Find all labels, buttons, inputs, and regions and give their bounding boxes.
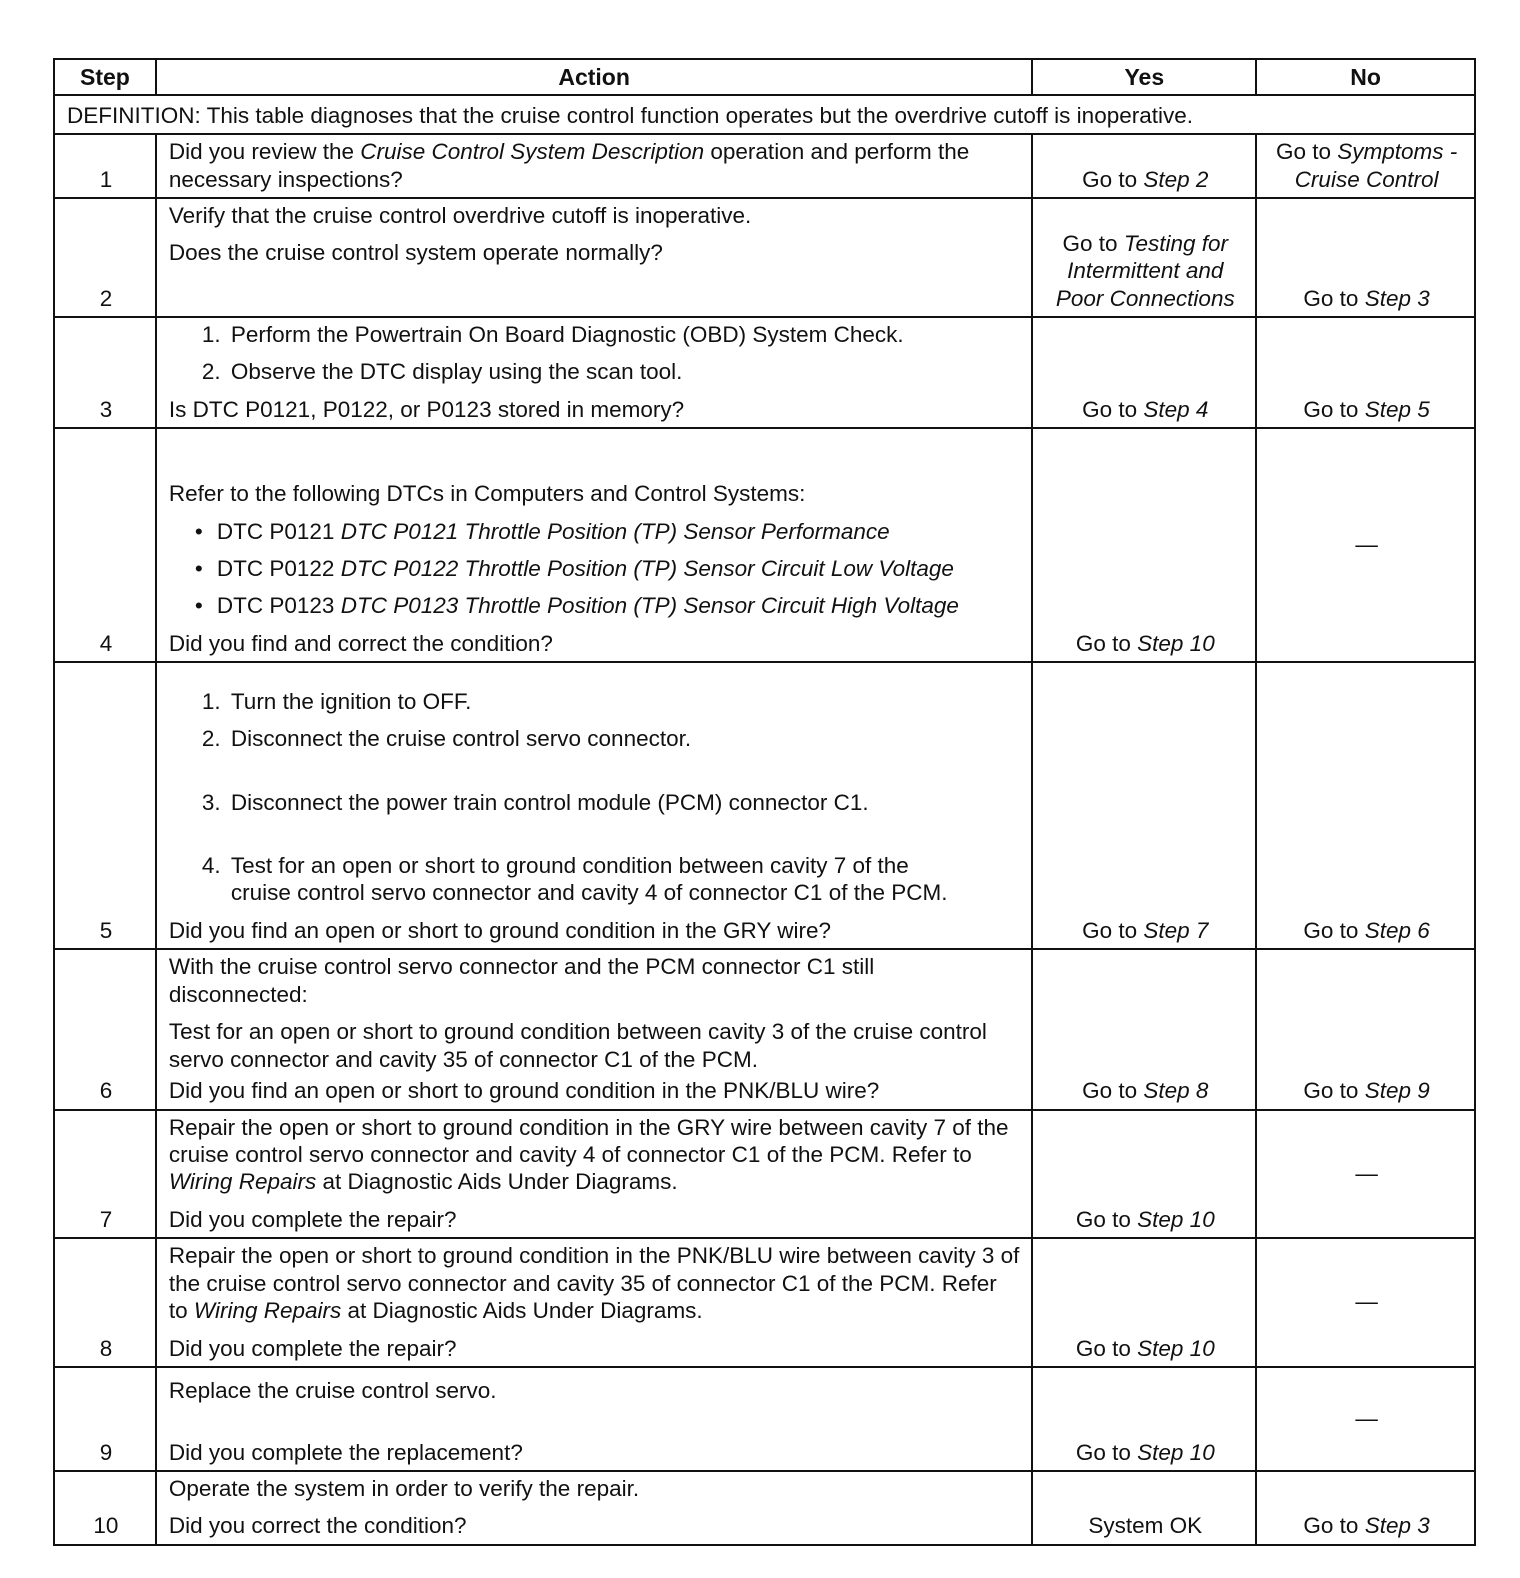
- action-cell: Repair the open or short to ground condition in the GRY wire between cavity 7 of the cruise control servo connector and cavity 4 of connector C1 of the PCM. Refer to Wiring Repairs at Diagnostic Aids Under Diagrams. Did you complete the repair?: [156, 1110, 1032, 1239]
- yes-cell: Go to Step 10: [1032, 428, 1256, 662]
- goto-link[interactable]: Step 3: [1364, 285, 1430, 311]
- goto-link[interactable]: Step 7: [1143, 917, 1209, 943]
- step-number: 2: [54, 198, 156, 317]
- goto-link[interactable]: Step 10: [1137, 630, 1215, 656]
- no-cell: Go to Step 9: [1256, 949, 1475, 1109]
- step-number: 6: [54, 949, 156, 1109]
- action-cell: Repair the open or short to ground condition in the PNK/BLU wire between cavity 3 of the cruise control servo connector and cavity 35 of connector C1 of the PCM. Refer to Wiring Repairs at Diagnostic Aids Under Diagrams. Did you complete the repair?: [156, 1238, 1032, 1367]
- action-cell: 1. Perform the Powertrain On Board Diagnostic (OBD) System Check. 2. Observe the DTC display using the scan tool. Is DTC P0121, P0122, or P0123 stored in memory?: [156, 317, 1032, 428]
- no-cell: Go to Step 6: [1256, 662, 1475, 949]
- table-row: [54, 1471, 1475, 1545]
- reference-link[interactable]: Cruise Control System Description: [360, 139, 705, 165]
- table-row: [54, 1238, 1475, 1367]
- reference-link[interactable]: DTC P0123 Throttle Position (TP) Sensor Circuit High Voltage: [340, 593, 959, 619]
- procedure-list: 1. Perform the Powertrain On Board Diagnostic (OBD) System Check. 2. Observe the DTC display using the scan tool.: [169, 321, 1021, 386]
- action-cell: 1. Turn the ignition to OFF. 2. Disconnect the cruise control servo connector. 3. Disconnect the power train control module (PCM) connector C1. 4. Test for an open or short to ground condition between cavity 7 of the cruise control servo connector and cavity 4 of connector C1 of the PCM. Did you find an open or short to ground condition in the GRY wire?: [156, 662, 1032, 949]
- goto-link[interactable]: Step 10: [1137, 1335, 1215, 1361]
- table-row: [54, 1367, 1475, 1471]
- dtc-list: [169, 518, 1021, 620]
- yes-cell: Go to Step 7: [1032, 662, 1256, 949]
- action-cell: Operate the system in order to verify the repair. Did you correct the condition?: [156, 1471, 1032, 1545]
- dtc-item: • DTC P0122 DTC P0122 Throttle Position (TP) Sensor Circuit Low Voltage: [217, 555, 1021, 582]
- step-number: 5: [54, 662, 156, 949]
- goto-link[interactable]: Step 5: [1364, 396, 1430, 422]
- no-cell: —: [1256, 1367, 1475, 1471]
- header-no: No: [1256, 59, 1475, 95]
- step-number: 7: [54, 1110, 156, 1239]
- goto-link[interactable]: Step 10: [1137, 1206, 1215, 1232]
- action-cell: Verify that the cruise control overdrive cutoff is inoperative. Does the cruise control system operate normally?: [156, 198, 1032, 317]
- diagnostic-table: [53, 58, 1476, 1546]
- procedure-list: 1. Turn the ignition to OFF. 2. Disconnect the cruise control servo connector. 3. Disconnect the power train control module (PCM) connector C1. 4. Test for an open or short to ground condition between cavity 7 of the cruise control servo connector and cavity 4 of connector C1 of the PCM.: [169, 688, 1021, 907]
- dtc-item: • DTC P0121 DTC P0121 Throttle Position (TP) Sensor Performance: [217, 518, 1021, 545]
- no-cell: Go to Step 5: [1256, 317, 1475, 428]
- no-cell: Go to Symptoms - Cruise Control: [1256, 134, 1475, 198]
- action-cell: Replace the cruise control servo. Did you complete the replacement?: [156, 1367, 1032, 1471]
- action-cell: With the cruise control servo connector and the PCM connector C1 still disconnected: Test for an open or short to ground condition between cavity 3 of the cruise control servo connector and cavity 35 of connector C1 of the PCM. Did you find an open or short to ground condition in the PNK/BLU wire?: [156, 949, 1032, 1109]
- step-number: 3: [54, 317, 156, 428]
- table-row: [54, 662, 1475, 949]
- header-row: [54, 59, 1475, 95]
- table-row: [54, 134, 1475, 198]
- step-number: 8: [54, 1238, 156, 1367]
- table-row: [54, 317, 1475, 428]
- yes-cell: Go to Step 10: [1032, 1238, 1256, 1367]
- reference-link[interactable]: DTC P0121 Throttle Position (TP) Sensor Performance: [340, 518, 890, 544]
- yes-cell: Go to Step 10: [1032, 1367, 1256, 1471]
- step-number: 4: [54, 428, 156, 662]
- goto-link[interactable]: Step 9: [1364, 1078, 1430, 1104]
- table-row: [54, 428, 1475, 662]
- definition-text: DEFINITION: This table diagnoses that the cruise control function operates but the overdrive cutoff is inoperative.: [54, 95, 1475, 134]
- goto-link[interactable]: Step 10: [1137, 1439, 1215, 1465]
- action-cell: Refer to the following DTCs in Computers and Control Systems: • DTC P0121 DTC P0121 Throttle Position (TP) Sensor Performance • DTC P0122 DTC P0122 Throttle Position (TP) Sensor Circuit Low Voltage • DTC P0123 DTC P0123 Throttle Position (TP) Sensor Circuit High Voltage Did you find and correct the condition?: [156, 428, 1032, 662]
- step-number: 10: [54, 1471, 156, 1545]
- yes-cell: Go to Step 2: [1032, 134, 1256, 198]
- no-cell: —: [1256, 428, 1475, 662]
- action-cell: Did you review the Cruise Control System Description operation and perform the necessary inspections?: [156, 134, 1032, 198]
- goto-link[interactable]: Step 4: [1143, 396, 1209, 422]
- header-action: Action: [156, 59, 1032, 95]
- no-cell: Go to Step 3: [1256, 1471, 1475, 1545]
- reference-link[interactable]: Wiring Repairs: [193, 1298, 342, 1324]
- reference-link[interactable]: Wiring Repairs: [168, 1169, 317, 1195]
- yes-cell: Go to Testing for Intermittent and Poor Connections: [1032, 198, 1256, 317]
- goto-link[interactable]: Testing for Intermittent and Poor Connections: [1055, 230, 1235, 311]
- goto-link[interactable]: Step 6: [1364, 917, 1430, 943]
- yes-cell: Go to Step 8: [1032, 949, 1256, 1109]
- yes-cell: Go to Step 4: [1032, 317, 1256, 428]
- header-step: Step: [54, 59, 156, 95]
- no-cell: —: [1256, 1110, 1475, 1239]
- goto-link[interactable]: Symptoms - Cruise Control: [1294, 139, 1458, 192]
- goto-link[interactable]: Step 2: [1143, 166, 1209, 192]
- reference-link[interactable]: DTC P0122 Throttle Position (TP) Sensor Circuit Low Voltage: [340, 556, 954, 581]
- goto-link[interactable]: Step 3: [1364, 1513, 1430, 1539]
- goto-link[interactable]: Step 8: [1143, 1078, 1209, 1104]
- yes-cell: System OK: [1032, 1471, 1256, 1545]
- header-yes: Yes: [1032, 59, 1256, 95]
- dtc-item: • DTC P0123 DTC P0123 Throttle Position (TP) Sensor Circuit High Voltage: [217, 592, 1021, 619]
- step-number: 1: [54, 134, 156, 198]
- yes-cell: Go to Step 10: [1032, 1110, 1256, 1239]
- definition-row: [54, 95, 1475, 134]
- step-number: 9: [54, 1367, 156, 1471]
- table-row: [54, 1110, 1475, 1239]
- table-row: [54, 198, 1475, 317]
- no-cell: Go to Step 3: [1256, 198, 1475, 317]
- table-row: [54, 949, 1475, 1109]
- no-cell: —: [1256, 1238, 1475, 1367]
